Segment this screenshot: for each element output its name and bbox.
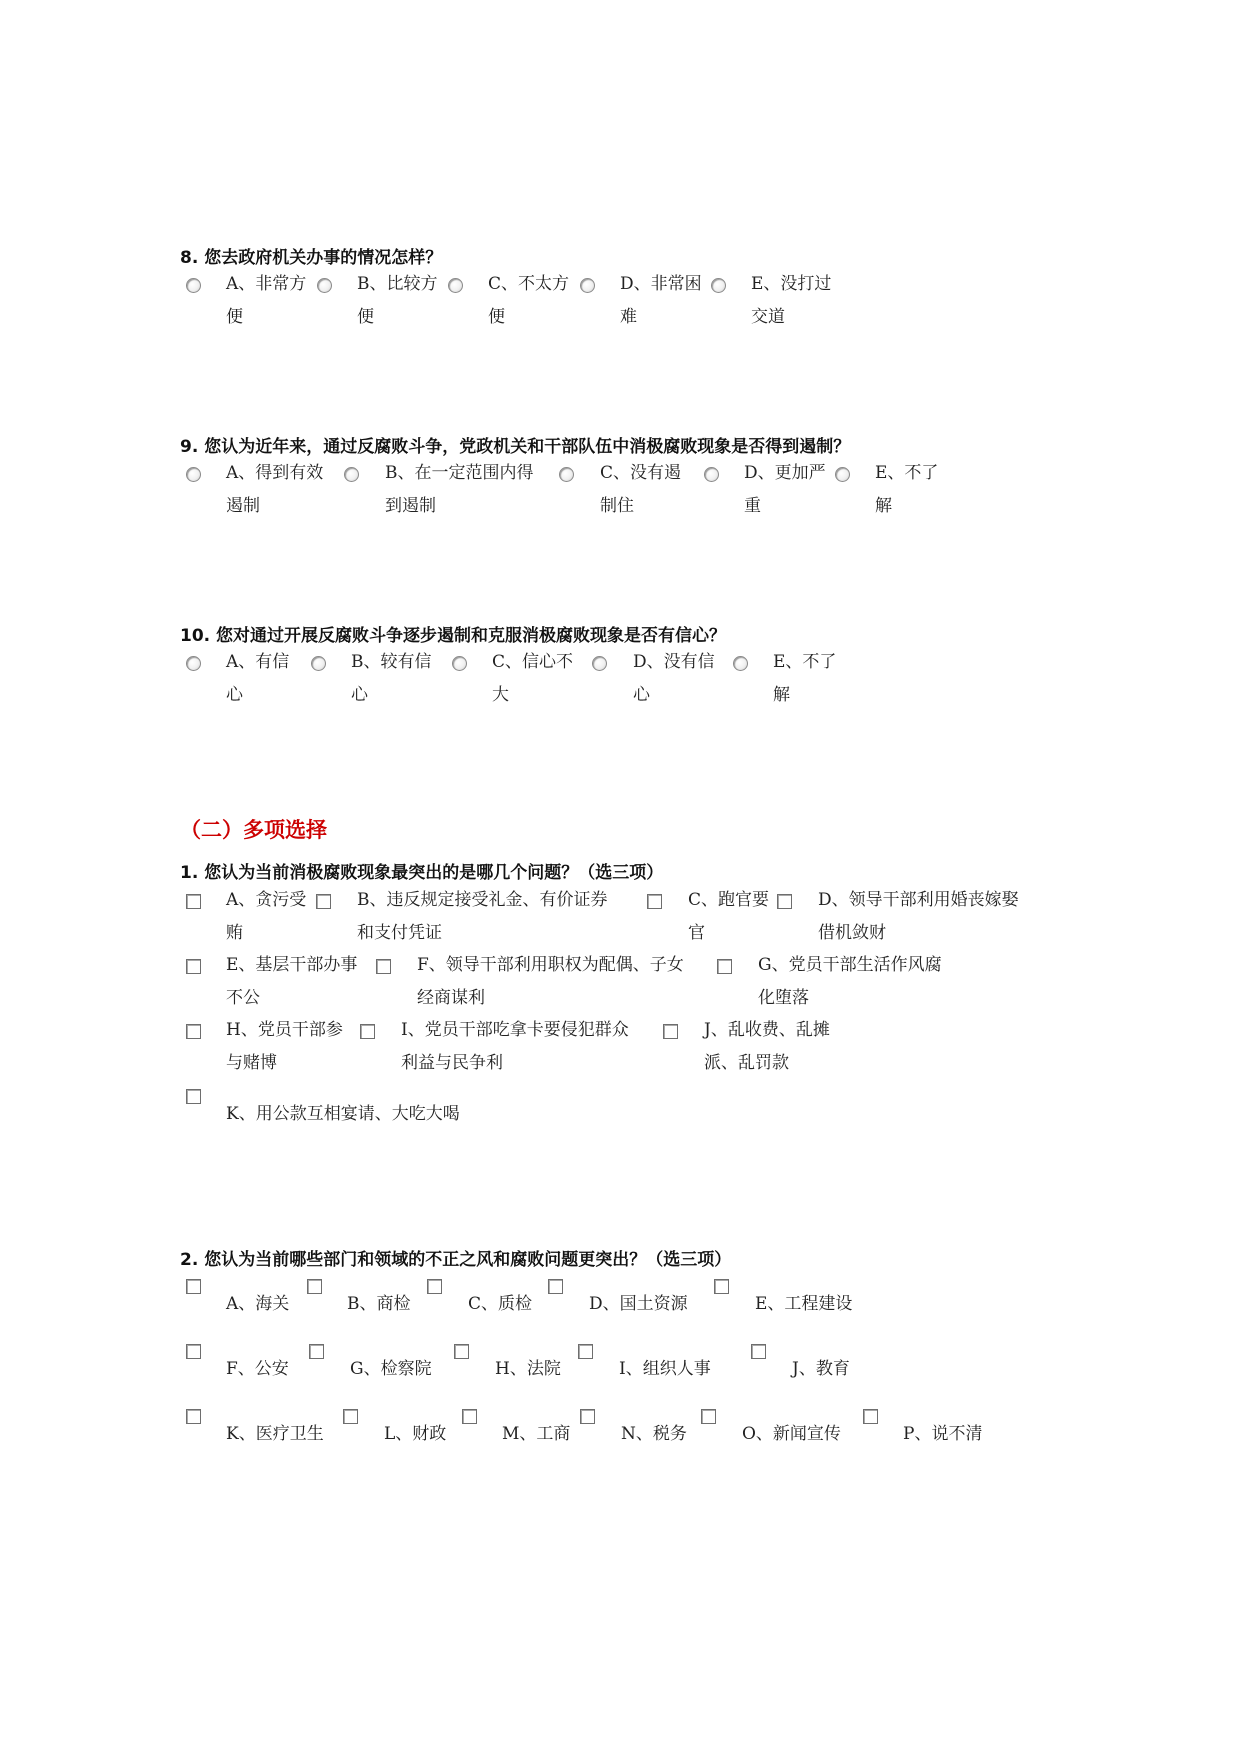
m1-option-f-checkbox[interactable] bbox=[376, 959, 391, 974]
q9-option-c-radio[interactable] bbox=[559, 467, 574, 482]
m2-option-h-checkbox[interactable] bbox=[454, 1344, 469, 1359]
m2-option-m-checkbox[interactable] bbox=[462, 1409, 477, 1424]
m2-option-k-checkbox[interactable] bbox=[186, 1409, 201, 1424]
m2-option-p: P、说不清 bbox=[903, 1424, 983, 1444]
m2-option-j: J、教育 bbox=[792, 1359, 850, 1379]
m1-option-j-checkbox[interactable] bbox=[663, 1024, 678, 1039]
m1-option-d: D、领导干部利用婚丧嫁娶 借机敛财 bbox=[818, 890, 1019, 943]
question-9-title: 9. 您认为近年来，通过反腐败斗争，党政机关和干部队伍中消极腐败现象是否得到遏制？ bbox=[180, 437, 851, 457]
m1-option-e: E、基层干部办事 不公 bbox=[226, 955, 358, 1008]
m1-option-b-checkbox[interactable] bbox=[316, 894, 331, 909]
q10-option-c-radio[interactable] bbox=[452, 656, 467, 671]
q9-option-d-radio[interactable] bbox=[704, 467, 719, 482]
m2-option-f-checkbox[interactable] bbox=[186, 1344, 201, 1359]
m1-option-h-checkbox[interactable] bbox=[186, 1024, 201, 1039]
m2-option-i: I、组织人事 bbox=[619, 1359, 711, 1379]
q8-option-c-radio[interactable] bbox=[448, 278, 463, 293]
m1-option-d-checkbox[interactable] bbox=[777, 894, 792, 909]
question-10-title: 10. 您对通过开展反腐败斗争逐步遏制和克服消极腐败现象是否有信心？ bbox=[180, 626, 727, 646]
m2-option-h: H、法院 bbox=[495, 1359, 561, 1379]
m2-option-b-checkbox[interactable] bbox=[307, 1279, 322, 1294]
m2-option-a: A、海关 bbox=[226, 1294, 290, 1314]
m2-option-d: D、国土资源 bbox=[589, 1294, 688, 1314]
m2-option-a-checkbox[interactable] bbox=[186, 1279, 201, 1294]
multi-question-2-title: 2. 您认为当前哪些部门和领域的不正之风和腐败问题更突出？（选三项） bbox=[180, 1250, 732, 1270]
m2-option-i-checkbox[interactable] bbox=[578, 1344, 593, 1359]
m2-option-j-checkbox[interactable] bbox=[751, 1344, 766, 1359]
q8-option-d-radio[interactable] bbox=[580, 278, 595, 293]
q10-option-e-radio[interactable] bbox=[733, 656, 748, 671]
q9-option-b: B、在一定范围内得 到遏制 bbox=[385, 463, 534, 516]
m2-option-e: E、工程建设 bbox=[755, 1294, 853, 1314]
q8-option-b-radio[interactable] bbox=[317, 278, 332, 293]
m2-option-n-checkbox[interactable] bbox=[580, 1409, 595, 1424]
q8-option-b: B、比较方 便 bbox=[357, 274, 438, 327]
q10-option-a-radio[interactable] bbox=[186, 656, 201, 671]
m2-option-k: K、医疗卫生 bbox=[226, 1424, 324, 1444]
q9-option-c: C、没有遏 制住 bbox=[600, 463, 682, 516]
m1-option-c-checkbox[interactable] bbox=[647, 894, 662, 909]
q9-option-d: D、更加严 重 bbox=[744, 463, 826, 516]
q8-option-e: E、没打过 交道 bbox=[751, 274, 832, 327]
m1-option-i-checkbox[interactable] bbox=[360, 1024, 375, 1039]
m2-option-l-checkbox[interactable] bbox=[343, 1409, 358, 1424]
m1-option-c: C、跑官要 官 bbox=[688, 890, 770, 943]
q8-option-d: D、非常困 难 bbox=[620, 274, 702, 327]
m2-option-n: N、税务 bbox=[621, 1424, 687, 1444]
m1-option-h: H、党员干部参 与赌博 bbox=[226, 1020, 343, 1073]
q9-option-b-radio[interactable] bbox=[344, 467, 359, 482]
m2-option-e-checkbox[interactable] bbox=[714, 1279, 729, 1294]
m2-option-o-checkbox[interactable] bbox=[701, 1409, 716, 1424]
m2-option-m: M、工商 bbox=[502, 1424, 571, 1444]
m2-option-d-checkbox[interactable] bbox=[548, 1279, 563, 1294]
m2-option-p-checkbox[interactable] bbox=[863, 1409, 878, 1424]
m1-option-f: F、领导干部利用职权为配偶、子女 经商谋利 bbox=[417, 955, 684, 1008]
m2-option-g: G、检察院 bbox=[350, 1359, 432, 1379]
question-8-title: 8. 您去政府机关办事的情况怎样？ bbox=[180, 248, 443, 268]
m2-option-o: O、新闻宣传 bbox=[742, 1424, 841, 1444]
q9-option-e-radio[interactable] bbox=[835, 467, 850, 482]
m1-option-g: G、党员干部生活作风腐 化堕落 bbox=[758, 955, 942, 1008]
m1-option-e-checkbox[interactable] bbox=[186, 959, 201, 974]
m1-option-j: J、乱收费、乱摊 派、乱罚款 bbox=[704, 1020, 830, 1073]
m2-option-b: B、商检 bbox=[347, 1294, 411, 1314]
m2-option-f: F、公安 bbox=[226, 1359, 289, 1379]
multi-question-1-title: 1. 您认为当前消极腐败现象最突出的是哪几个问题？（选三项） bbox=[180, 863, 664, 883]
m1-option-k-checkbox[interactable] bbox=[186, 1089, 201, 1104]
q10-option-c: C、信心不 大 bbox=[492, 652, 574, 705]
m1-option-a: A、贪污受 贿 bbox=[226, 890, 307, 943]
m2-option-g-checkbox[interactable] bbox=[309, 1344, 324, 1359]
m1-option-k: K、用公款互相宴请、大吃大喝 bbox=[226, 1104, 460, 1124]
q9-option-e: E、不了 解 bbox=[875, 463, 939, 516]
q10-option-b-radio[interactable] bbox=[311, 656, 326, 671]
q10-option-d: D、没有信 心 bbox=[633, 652, 715, 705]
q10-option-d-radio[interactable] bbox=[592, 656, 607, 671]
q8-option-c: C、不太方 便 bbox=[488, 274, 570, 327]
m2-option-c: C、质检 bbox=[468, 1294, 533, 1314]
section-multiple-choice-title: （二）多项选择 bbox=[180, 818, 327, 842]
q10-option-a: A、有信 心 bbox=[226, 652, 290, 705]
q9-option-a-radio[interactable] bbox=[186, 467, 201, 482]
q9-option-a: A、得到有效 遏制 bbox=[226, 463, 324, 516]
m1-option-a-checkbox[interactable] bbox=[186, 894, 201, 909]
q8-option-a: A、非常方 便 bbox=[226, 274, 307, 327]
q10-option-b: B、较有信 心 bbox=[351, 652, 432, 705]
m2-option-l: L、财政 bbox=[384, 1424, 447, 1444]
m2-option-c-checkbox[interactable] bbox=[427, 1279, 442, 1294]
m1-option-b: B、违反规定接受礼金、有价证券 和支付凭证 bbox=[357, 890, 608, 943]
m1-option-g-checkbox[interactable] bbox=[717, 959, 732, 974]
q10-option-e: E、不了 解 bbox=[773, 652, 837, 705]
q8-option-a-radio[interactable] bbox=[186, 278, 201, 293]
q8-option-e-radio[interactable] bbox=[711, 278, 726, 293]
m1-option-i: I、党员干部吃拿卡要侵犯群众 利益与民争利 bbox=[401, 1020, 629, 1073]
